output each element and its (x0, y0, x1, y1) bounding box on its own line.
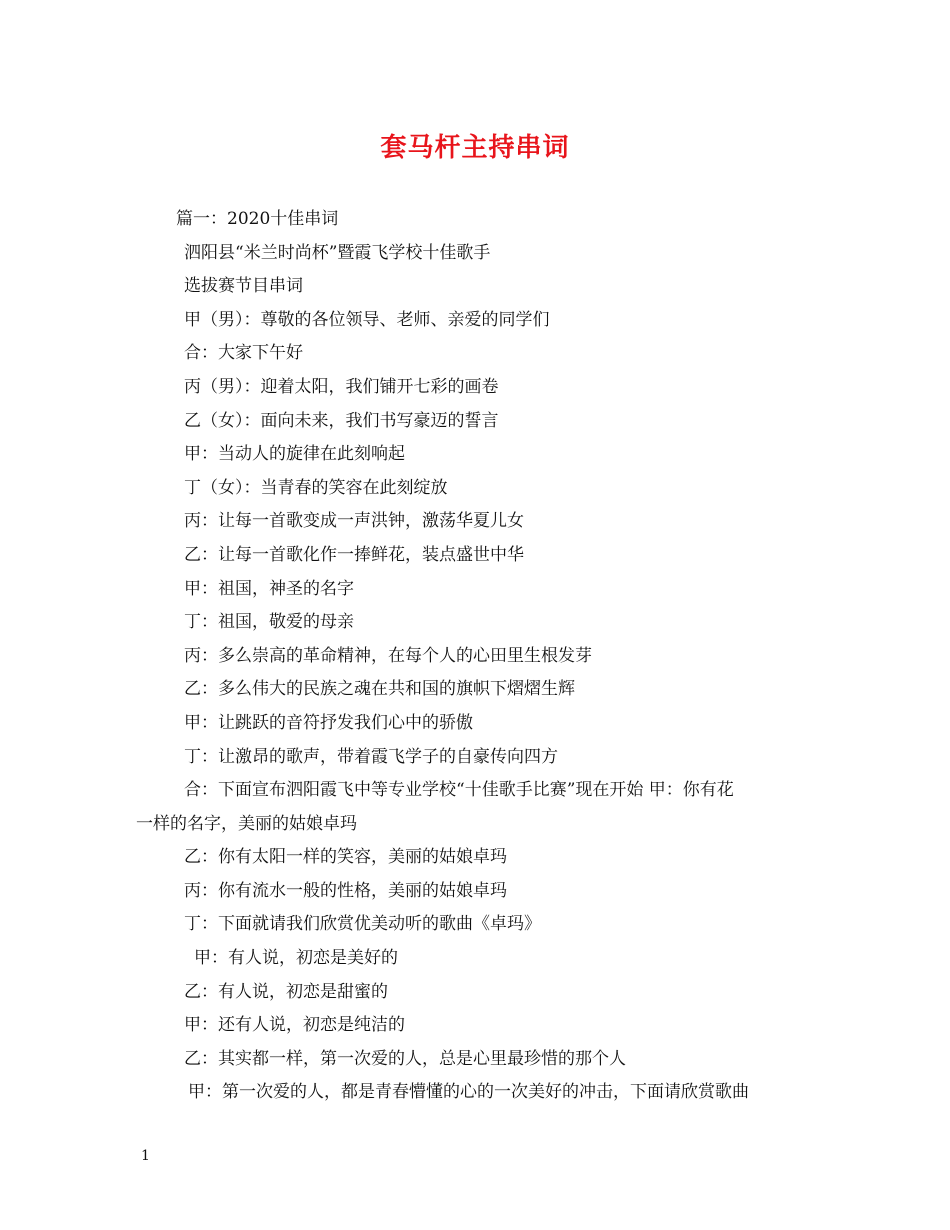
paragraph: 甲：还有人说，初恋是纯洁的 (184, 1015, 405, 1036)
paragraph: 丙：让每一首歌变成一声洪钟，激荡华夏儿女 (184, 511, 524, 532)
paragraph: 合：大家下午好 (184, 343, 303, 364)
paragraph: 选拔赛节目串词 (184, 276, 303, 297)
paragraph: 甲：祖国，神圣的名字 (184, 578, 354, 599)
paragraph: 甲：第一次爱的人，都是青春懵懂的心的一次美好的冲击，下面请欣赏歌曲 (188, 1082, 749, 1103)
page-number: 1 (141, 1148, 150, 1164)
paragraph (136, 774, 820, 841)
paragraph: 篇一：2020十佳串词 (176, 209, 339, 229)
paragraph: 丁（女）：当青春的笑容在此刻绽放 (184, 477, 448, 498)
paragraph: 乙：其实都一样，第一次爱的人，总是心里最珍惜的那个人 (184, 1048, 626, 1069)
paragraph: 泗阳县“米兰时尚杯”暨霞飞学校十佳歌手 (184, 242, 491, 263)
paragraph: 甲：当动人的旋律在此刻响起 (184, 444, 405, 465)
paragraph: 甲：让跳跃的音符抒发我们心中的骄傲 (184, 712, 473, 733)
paragraph: 丁：下面就请我们欣赏优美动听的歌曲《卓玛》 (184, 914, 541, 935)
paragraph-line: 合：下面宣布泗阳霞飞中等专业学校“十佳歌手比赛”现在开始 甲：你有花 (184, 780, 734, 801)
paragraph: 丁：祖国，敬爱的母亲 (184, 612, 354, 633)
paragraph: 丙（男）：迎着太阳，我们铺开七彩的画卷 (184, 376, 499, 397)
document-title: 套马杆主持串词 (380, 133, 570, 163)
document-body (136, 203, 820, 1110)
paragraph: 甲：有人说，初恋是美好的 (194, 948, 398, 969)
paragraph: 丙：多么崇高的革命精神，在每个人的心田里生根发芽 (184, 645, 592, 666)
paragraph: 丁：让激昂的歌声，带着霞飞学子的自豪传向四方 (184, 746, 558, 767)
paragraph: 乙：多么伟大的民族之魂在共和国的旗帜下熠熠生辉 (184, 679, 575, 700)
paragraph: 乙：让每一首歌化作一捧鲜花，装点盛世中华 (184, 544, 524, 565)
paragraph-line: 一样的名字，美丽的姑娘卓玛 (136, 813, 357, 834)
paragraph: 甲（男）：尊敬的各位领导、老师、亲爱的同学们 (184, 309, 550, 330)
paragraph: 乙（女）：面向未来，我们书写豪迈的誓言 (184, 410, 499, 431)
paragraph: 乙：有人说，初恋是甜蜜的 (184, 981, 388, 1002)
paragraph: 丙：你有流水一般的性格，美丽的姑娘卓玛 (184, 880, 507, 901)
paragraph: 乙：你有太阳一样的笑容，美丽的姑娘卓玛 (184, 847, 507, 868)
